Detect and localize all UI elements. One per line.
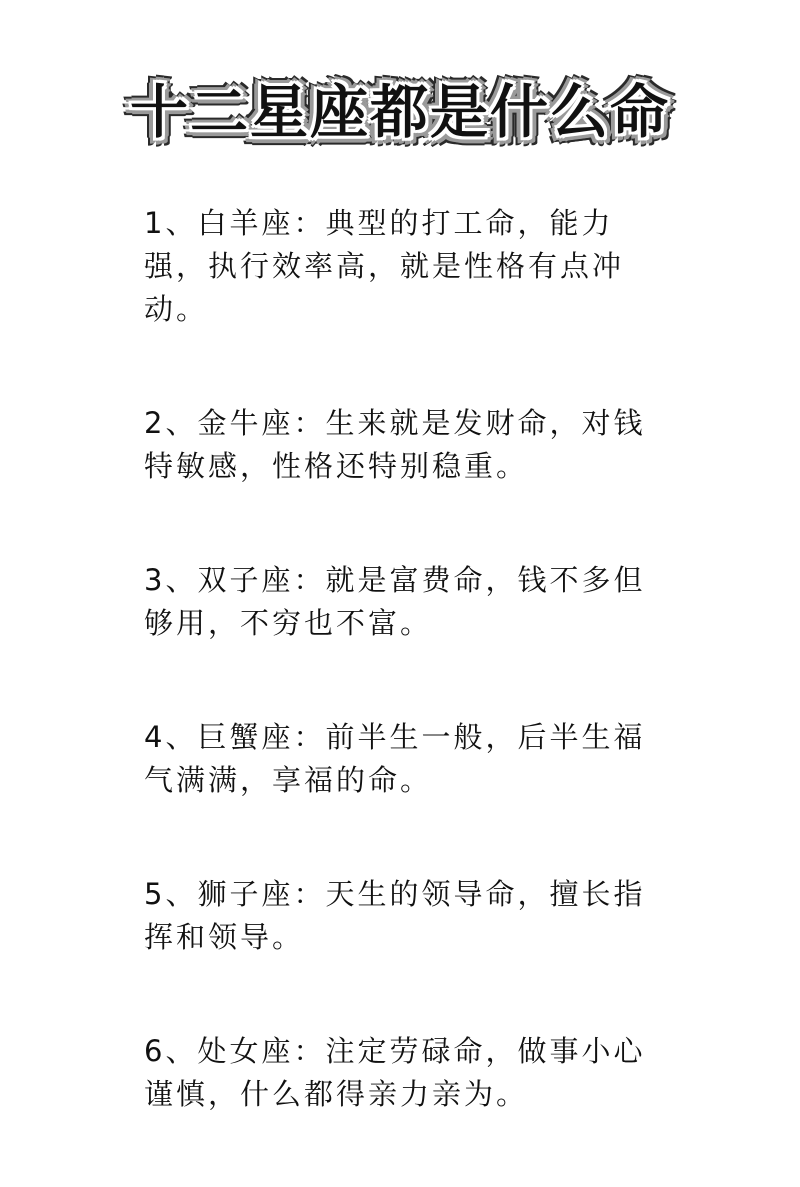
list-item-virgo: 6、处女座：注定劳碌命，做事小心谨慎，什么都得亲力亲为。 bbox=[144, 1034, 646, 1111]
zodiac-list bbox=[144, 202, 664, 1187]
list-item-cancer: 4、巨蟹座：前半生一般，后半生福气满满，享福的命。 bbox=[144, 720, 646, 797]
list-item-taurus: 2、金牛座：生来就是发财命，对钱特敏感，性格还特别稳重。 bbox=[144, 406, 646, 483]
list-item-gemini: 3、双子座：就是富费命，钱不多但够用，不穷也不富。 bbox=[144, 563, 646, 640]
page-title: 十二星座都是什么命 bbox=[129, 78, 670, 146]
list-item-leo: 5、狮子座：天生的领导命，擅长指挥和领导。 bbox=[144, 877, 646, 954]
list-item-aries: 1、白羊座：典型的打工命，能力强，执行效率高，就是性格有点冲动。 bbox=[144, 206, 625, 326]
